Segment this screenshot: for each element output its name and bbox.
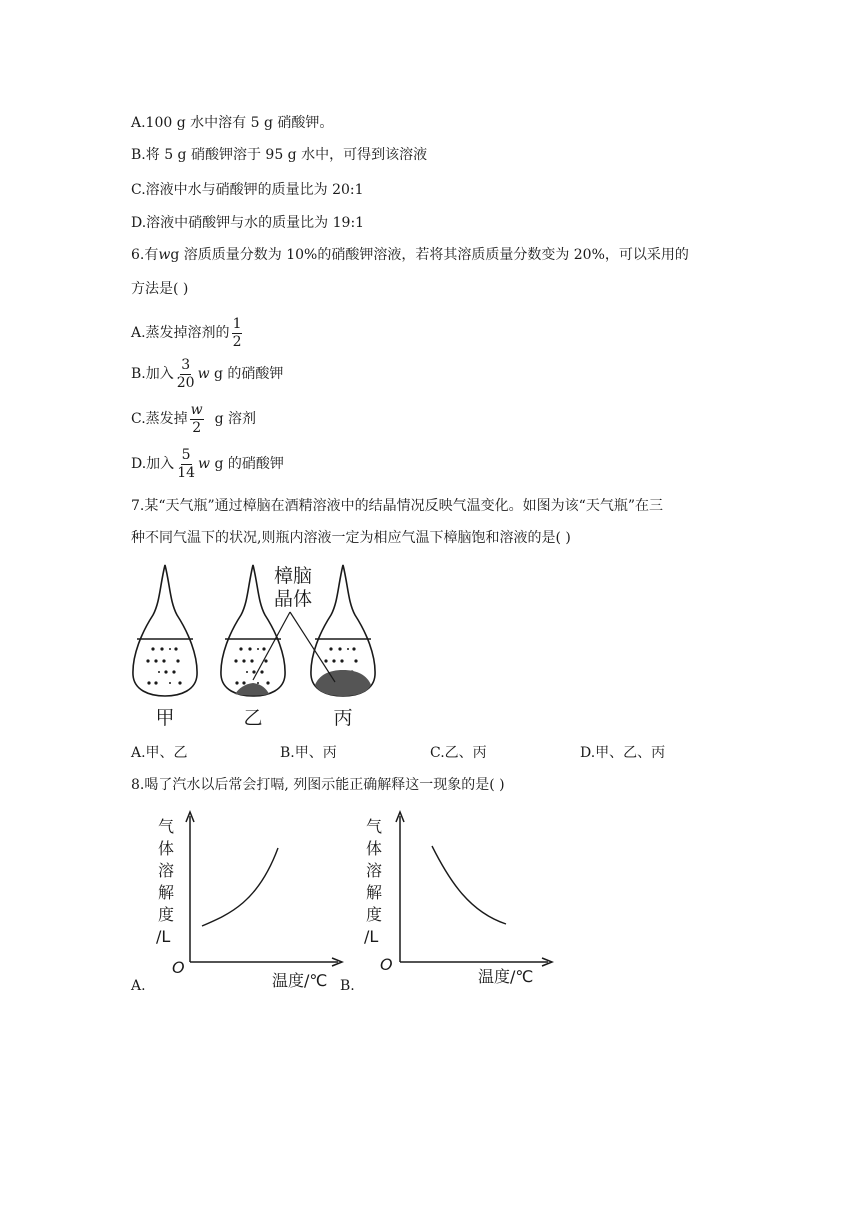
q6-d-var: w [198,456,210,472]
q6-b-prefix: B.加入 [131,366,174,382]
q6-b-fraction [176,357,196,392]
q5-option-a: A.100 g 水中溶有 5 g 硝酸钾。 [131,115,334,131]
q5-option-d: D.溶液中硝酸钾与水的质量比为 19:1 [131,215,365,231]
q5-option-b: B.将 5 g 硝酸钾溶于 95 g 水中，可得到该溶液 [131,147,428,163]
q6-c-num: w [190,401,203,418]
graph-a-ylabel-char2: 体 [158,839,175,858]
graph-b-ylabel-char1: 气 [366,817,383,836]
bottle-label-yi: 乙 [243,707,263,729]
q6-option-d [131,446,284,482]
graph-b-ylabel-char5: 度 [366,905,383,924]
graph-a-ylabel-char4: 解 [158,883,175,902]
q7-option-d: D.甲、乙、丙 [580,745,666,761]
q6-a-den: 2 [232,333,242,350]
q5-option-c: C.溶液中水与硝酸钾的质量比为 20:1 [131,182,364,198]
bottle-bing [311,565,375,696]
q6-option-a [131,315,244,351]
graph-a [150,810,345,995]
q6-stem-line2: 方法是( ) [131,281,189,297]
q6-b-var: w [197,366,210,382]
q6-c-fraction [190,402,204,437]
q6-d-suffix: g 的硝酸钾 [214,456,284,472]
callout-label-line2: 晶体 [273,588,313,610]
q7-option-c: C.乙、丙 [430,745,487,761]
graph-b-ylabel-char4: 解 [366,883,383,902]
q7-option-b: B.甲、丙 [280,745,337,761]
graph-b-ylabel [364,817,382,946]
q6-c-den: 2 [192,419,202,436]
q6-option-b [131,356,283,392]
q6-stem-prefix: 6.有 [131,247,159,263]
graph-b-origin: O [380,955,393,974]
q6-stem-rest: g 溶质质量分数为 10%的硝酸钾溶液，若将其溶质质量分数变为 20%，可以采用的 [170,247,689,263]
q8-option-b-label: B. [340,978,355,994]
graph-a-xlabel: 温度/℃ [272,971,328,990]
graph-a-ylabel-char6: /L [156,927,171,946]
q8-option-a-label: A. [131,978,146,994]
graph-b-xlabel: 温度/℃ [478,967,534,986]
graph-b-ylabel-char2: 体 [366,839,383,858]
q6-c-prefix: C.蒸发掉 [131,411,188,427]
q6-stem-var: w [158,247,171,263]
q6-stem-line1 [131,245,689,265]
q7-stem-line1: 7.某“天气瓶”通过樟脑在酒精溶液中的结晶情况反映气温变化。如图为该“天气瓶”在三 [131,498,663,514]
q6-a-prefix: A.蒸发掉溶剂的 [131,325,230,341]
graph-b-ylabel-char6: /L [364,927,379,946]
bottle-jia [133,565,197,696]
crystal-bing [315,670,371,696]
q6-d-den: 14 [177,464,196,481]
graph-a-ylabel-char3: 溶 [158,861,175,880]
bottle-label-jia: 甲 [155,707,175,729]
graph-a-ylabel-char1: 气 [158,817,175,836]
graph-b-curve [432,846,506,924]
graph-a-ylabel-char5: 度 [158,905,175,924]
callout-line-bing [290,612,335,682]
bottle-label-bing: 丙 [333,707,353,729]
q6-d-prefix: D.加入 [131,456,175,472]
q6-d-num: 5 [181,446,191,463]
q6-option-c [131,401,256,437]
q7-option-a: A.甲、乙 [131,745,188,761]
graph-a-ylabel [156,817,174,946]
graph-a-origin: O [172,958,185,977]
weather-bottle-figure [125,560,405,730]
q6-b-suffix: g 的硝酸钾 [214,366,284,382]
q6-b-den: 20 [176,374,195,391]
q6-b-num: 3 [181,356,191,373]
graph-a-curve [202,848,278,926]
q8-stem: 8.喝了汽水以后常会打嗝, 列图示能正确解释这一现象的是( ) [131,777,505,793]
graph-b [360,810,555,995]
q6-c-suffix: g 溶剂 [214,411,256,427]
q6-a-fraction [232,316,243,351]
callout-label-line1: 樟脑 [273,565,313,587]
q6-d-fraction [176,447,196,482]
crystal-yi [235,683,269,696]
q6-a-num: 1 [232,315,242,332]
graph-b-ylabel-char3: 溶 [366,861,383,880]
q7-stem-line2: 种不同气温下的状况,则瓶内溶液一定为相应气温下樟脑饱和溶液的是( ) [131,530,571,546]
